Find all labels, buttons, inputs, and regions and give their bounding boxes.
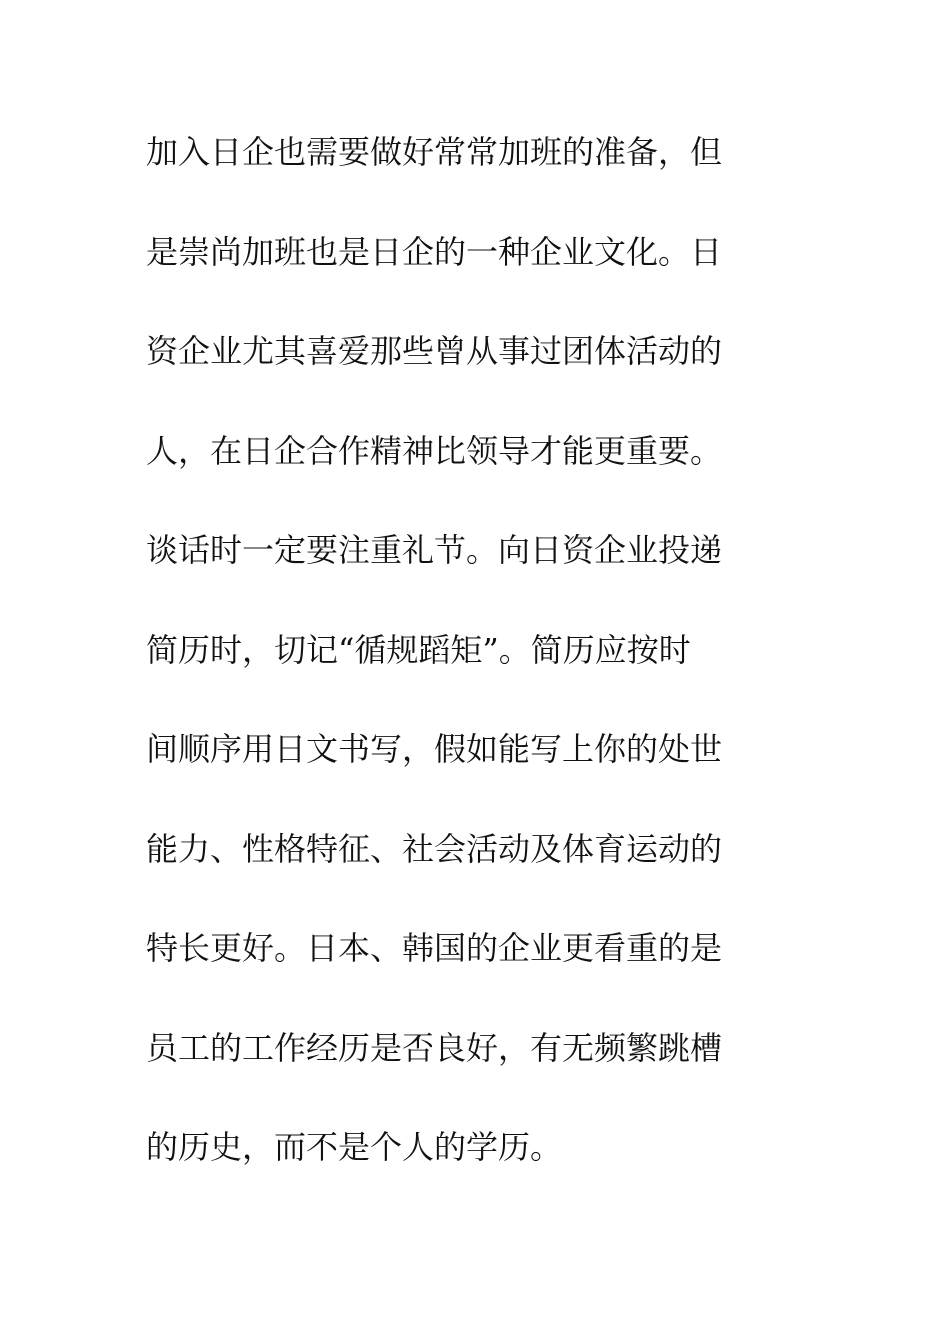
text-line: 资企业尤其喜爱那些曾从事过团体活动的 <box>146 332 723 370</box>
text-line: 是崇尚加班也是日企的一种企业文化。日 <box>146 232 723 271</box>
text-line: 简历时，切记“循规蹈矩”。简历应按时 <box>146 630 691 669</box>
text-line: 人，在日企合作精神比领导才能更重要。 <box>146 431 723 470</box>
text-line: 谈话时一定要注重礼节。向日资企业投递 <box>146 531 723 569</box>
text-line: 加入日企也需要做好常常加班的准备，但 <box>146 133 723 171</box>
text-line: 能力、性格特征、社会活动及体育运动的 <box>146 829 723 868</box>
text-line: 员工的工作经历是否良好，有无频繁跳槽 <box>146 1028 723 1067</box>
text-line: 间顺序用日文书写，假如能写上你的处世 <box>146 730 723 768</box>
body-text <box>146 122 786 1217</box>
text-line: 的历史，而不是个人的学历。 <box>146 1128 563 1166</box>
text-line: 特长更好。日本、韩国的企业更看重的是 <box>146 929 723 967</box>
